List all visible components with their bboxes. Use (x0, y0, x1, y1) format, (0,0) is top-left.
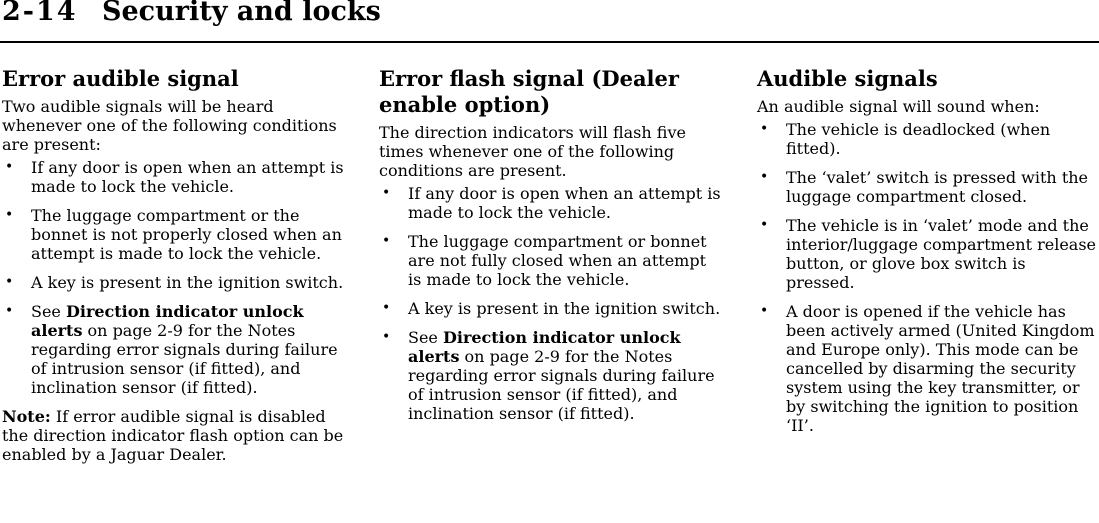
list-item: • The ‘valet’ switch is pressed with the luggage compartment closed. (757, 168, 1099, 206)
section-intro: An audible signal will sound when: (757, 97, 1040, 116)
note-paragraph (2, 407, 347, 464)
section-heading: Error flash signal (Dealer enable option) (379, 66, 679, 117)
list-item: • The luggage compartment or the bonnet is not properly closed when an attempt is made to lock the vehicle. (2, 206, 347, 263)
condition-list (379, 184, 724, 423)
condition-list (757, 120, 1099, 435)
column-audible-signals (757, 66, 1099, 445)
list-item: • A key is present in the ignition switch. (379, 299, 724, 318)
see-prefix: See (408, 328, 443, 347)
cross-reference-link[interactable]: Direction indicator unlock alerts (408, 328, 681, 366)
list-item: • The luggage compartment or bonnet are not fully closed when an attempt is made to lock the vehicle. (379, 232, 724, 289)
column-error-audible-signal (2, 66, 347, 464)
section-heading: Audible signals (757, 66, 938, 91)
list-item-see-reference (379, 328, 724, 423)
see-rest: on page 2-9 for the Notes regarding error signals during failure of intrusion sensor (if fitted), and inclination sensor (if fitted). (31, 321, 338, 397)
list-item-see-reference (2, 302, 347, 397)
list-item: • A key is present in the ignition switch. (2, 273, 347, 292)
note-label: Note: (2, 407, 51, 426)
list-item: • A door is opened if the vehicle has been actively armed (United Kingdom and Europe only). This mode can be cancelled by disarming the security system using the key transmitter, or by switching the ignition to position ‘II’. (757, 302, 1099, 435)
see-prefix: See (31, 302, 66, 321)
list-item: • The vehicle is in ‘valet’ mode and the interior/luggage compartment release button, or glove box switch is pressed. (757, 216, 1099, 292)
condition-list (2, 158, 347, 397)
list-item: • The vehicle is deadlocked (when fitted). (757, 120, 1099, 158)
note-text: If error audible signal is disabled the direction indicator flash option can be enabled by a Jaguar Dealer. (2, 407, 344, 464)
page-number: 2-14 (2, 0, 78, 27)
see-rest: on page 2-9 for the Notes regarding error signals during failure of intrusion sensor (if fitted), and inclination sensor (if fitted). (408, 347, 715, 423)
section-heading: Error audible signal (2, 66, 239, 91)
section-intro: Two audible signals will be heard whenever one of the following conditions are present: (2, 97, 337, 154)
page-title: Security and locks (102, 0, 381, 27)
page-header (0, 0, 1099, 43)
list-item: • If any door is open when an attempt is made to lock the vehicle. (379, 184, 724, 222)
section-intro: The direction indicators will flash five times whenever one of the following conditions are present. (379, 123, 686, 180)
list-item: • If any door is open when an attempt is made to lock the vehicle. (2, 158, 347, 196)
cross-reference-link[interactable]: Direction indicator unlock alerts (31, 302, 304, 340)
column-error-flash-signal (379, 66, 724, 433)
